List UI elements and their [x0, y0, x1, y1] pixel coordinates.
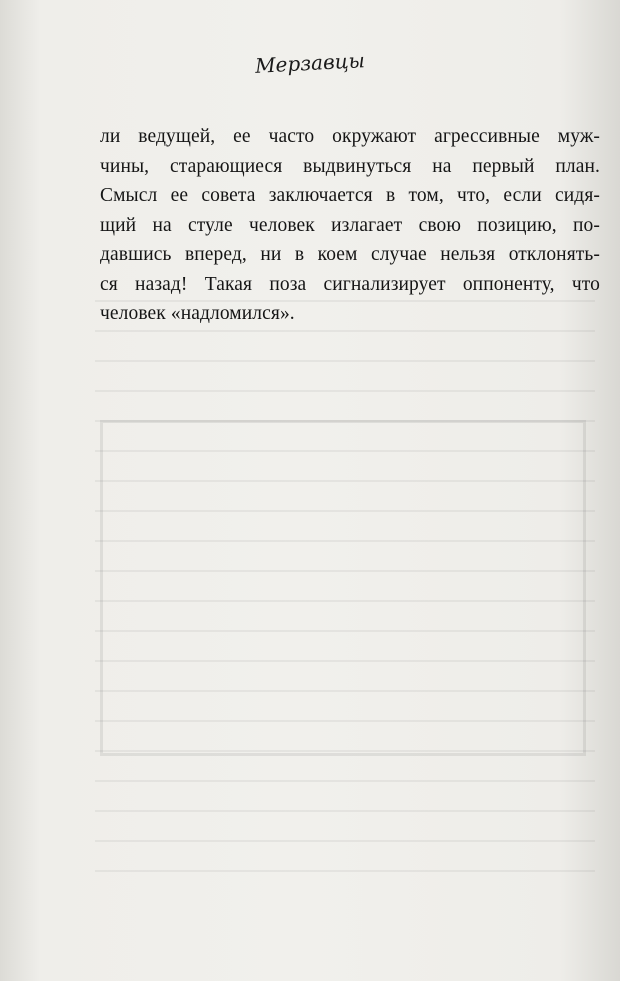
text-line-1: ли ведущей, ее часто окружают агрессивные муж- — [100, 126, 600, 147]
running-header — [0, 48, 620, 84]
running-title-handwritten — [240, 48, 380, 80]
text-line-7: человек «надломился». — [100, 303, 295, 324]
text-line-3: Смысл ее совета заключается в том, что, если сидя- — [100, 185, 600, 206]
bleed-through-frame — [100, 420, 586, 756]
running-title-text: Мерзавцы — [254, 48, 366, 78]
text-line-4: щий на стуле человек излагает свою позицию, по- — [100, 214, 600, 236]
main-text-block — [100, 122, 600, 329]
text-line-6: ся назад! Такая поза сигнализирует оппоненту, что — [100, 273, 600, 295]
text-line-5: давшись вперед, ни в коем случае нельзя отклонять- — [100, 244, 600, 265]
text-line-2: чины, старающиеся выдвинуться на первый план. — [100, 155, 600, 177]
